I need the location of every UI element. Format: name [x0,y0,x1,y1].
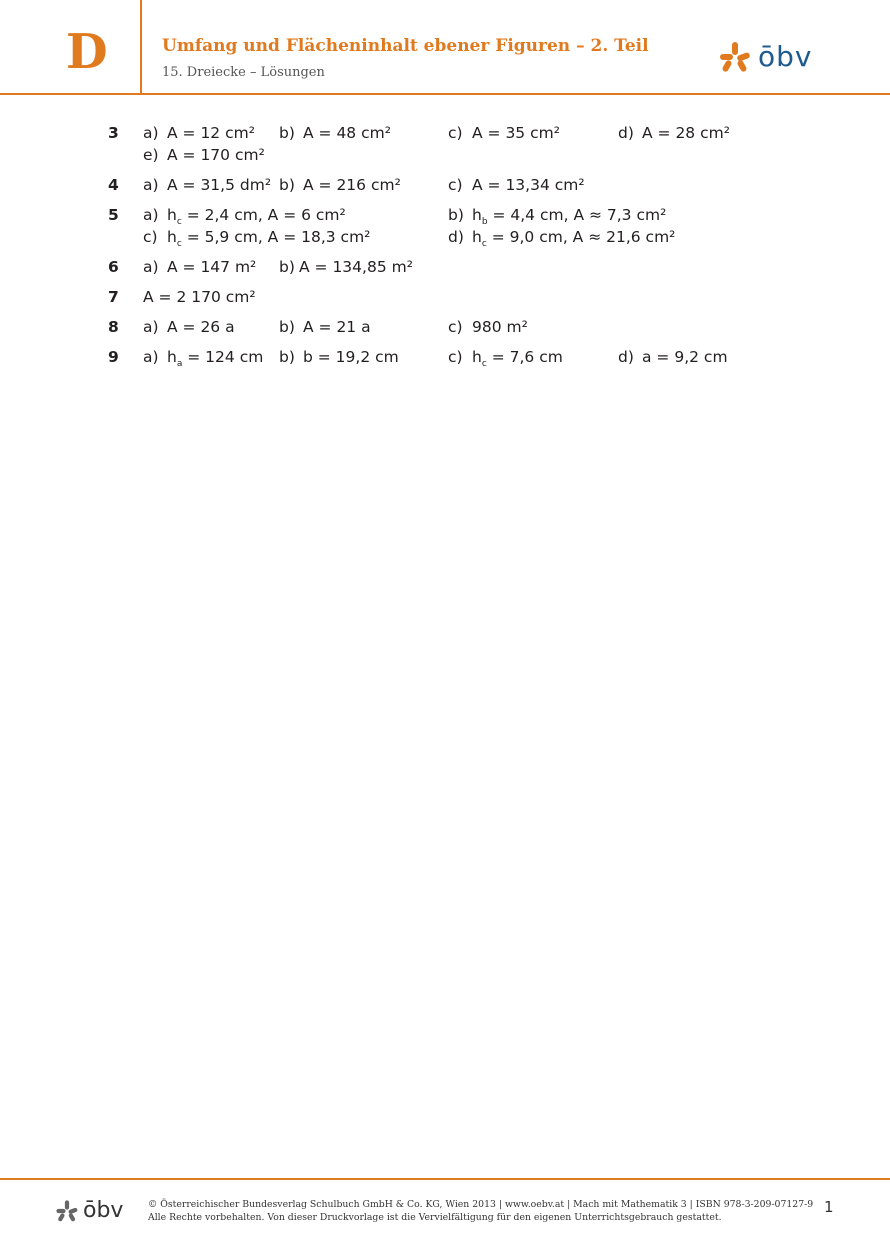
answer-item [143,124,255,146]
height-subscript: c [176,217,182,227]
answer-label: a) [143,258,159,276]
answer-label: b) [279,348,295,366]
footer-line-1: © Österreichischer Bundesverlag Schulbuch GmbH & Co. KG, Wien 2013 | www.oebv.at | Mach mit Mathematik 3 | ISBN 978-3-209-07127-9 [148,1199,814,1210]
footer-line-2: Alle Rechte vorbehalten. Von dieser Druckvorlage ist die Vervielfältigung für den eigenen Unterrichtsgebrauch gestattet. [148,1212,722,1223]
answer-item [448,176,585,198]
obv-star-icon [55,1199,79,1223]
height-symbol: h [472,348,482,366]
answer-item [143,348,263,370]
answer-value: A = 31,5 dm² [167,176,272,194]
answer-value: = 9,0 cm, A ≈ 21,6 cm² [486,228,676,246]
answer-item [448,124,560,146]
answer-value: A = 216 cm² [303,176,401,194]
answer-value: a = 9,2 cm [642,348,728,366]
answer-value: A = 35 cm² [472,124,560,142]
answer-item [448,348,563,370]
exercise-number: 7 [108,288,119,306]
height-symbol: h [167,206,177,224]
height-symbol: h [472,206,482,224]
answer-value: = 4,4 cm, A ≈ 7,3 cm² [487,206,667,224]
answer-value: A = 48 cm² [303,124,391,142]
answer-value: A = 2 170 cm² [143,288,256,306]
answer-value: = 7,6 cm [486,348,563,366]
answer-label: e) [143,146,159,164]
footer-logo-text: ōbv [83,1198,124,1223]
height-symbol: h [472,228,482,246]
answer-value: = 5,9 cm, A = 18,3 cm² [181,228,371,246]
answer-label: a) [143,176,159,194]
answer-item [143,318,235,340]
logo-text: ōbv [758,40,813,73]
height-subscript: c [481,239,487,249]
page-subtitle: 15. Dreiecke – Lösungen [162,65,325,80]
height-symbol: h [167,348,177,366]
answer-label: c) [448,348,463,366]
answer-label: c) [448,318,463,336]
answer-value: A = 13,34 cm² [472,176,585,194]
answer-item [143,228,370,250]
answer-item [143,288,256,310]
answer-label: a) [143,318,159,336]
answer-label: b) [279,258,295,276]
page-title: Umfang und Flächeninhalt ebener Figuren – 2. Teil [162,36,649,56]
page-number: 1 [824,1198,834,1216]
answer-item [448,228,675,250]
answer-label: b) [279,318,295,336]
answer-label: c) [448,124,463,142]
answer-item [143,146,265,168]
header-divider [140,0,142,94]
answer-item [143,258,256,280]
answer-item [618,348,728,370]
answer-value: A = 147 m² [167,258,257,276]
answer-label: b) [279,176,295,194]
answer-item [279,176,401,198]
exercise-number: 9 [108,348,119,366]
exercise-number: 4 [108,176,119,194]
footer-copyright [148,1198,813,1224]
exercise-number: 8 [108,318,119,336]
answer-item [279,258,413,280]
exercise-number: 3 [108,124,119,142]
exercise-number: 5 [108,206,119,224]
answer-item [448,318,528,340]
answer-label: c) [448,176,463,194]
answer-label: b) [279,124,295,142]
answer-value: = 2,4 cm, A = 6 cm² [181,206,346,224]
answer-item [618,124,730,146]
header-rule [0,93,890,95]
answer-label: a) [143,348,159,366]
answer-label: d) [618,348,634,366]
answer-value: A = 134,85 m² [299,258,413,276]
answer-value: A = 28 cm² [642,124,730,142]
answer-value: b = 19,2 cm [303,348,399,366]
height-subscript: b [481,217,488,227]
height-subscript: a [176,359,183,369]
answer-value: A = 26 a [167,318,235,336]
answer-label: b) [448,206,464,224]
answer-item [279,348,399,370]
answer-label: c) [143,228,158,246]
height-symbol: h [167,228,177,246]
answer-value: = 124 cm [182,348,264,366]
answer-item [448,206,666,228]
answer-label: d) [448,228,464,246]
answer-value: 980 m² [472,318,528,336]
obv-logo [718,40,812,74]
answer-item [279,318,371,340]
answer-label: a) [143,206,159,224]
answer-item [143,176,271,198]
answer-value: A = 170 cm² [167,146,265,164]
chapter-letter: D [66,24,108,80]
height-subscript: c [481,359,487,369]
footer-logo [55,1199,123,1223]
exercise-number: 6 [108,258,119,276]
answer-value: A = 21 a [303,318,371,336]
answer-item [279,124,391,146]
footer-rule [0,1178,890,1180]
obv-star-icon [718,40,752,74]
answer-value: A = 12 cm² [167,124,255,142]
answer-label: a) [143,124,159,142]
answer-item [143,206,346,228]
height-subscript: c [176,239,182,249]
answer-label: d) [618,124,634,142]
